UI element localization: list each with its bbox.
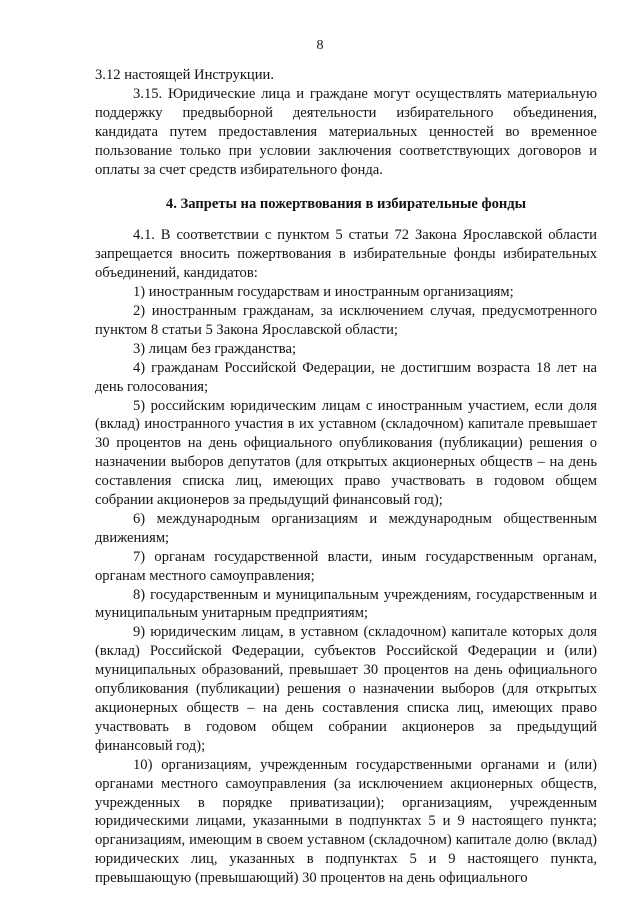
list-item: 8) государственным и муниципальным учреждениям, государственным и муниципальным унитарным предприятиям; <box>95 586 597 622</box>
list-item: 2) иностранным гражданам, за исключением случая, предусмотренного пунктом 8 статьи 5 Закона Ярославской области; <box>95 302 597 338</box>
list-item: 6) международным организациям и международным общественным движениям; <box>95 510 597 546</box>
list-item: 1) иностранным государствам и иностранным организациям; <box>133 284 514 301</box>
paragraph-3-15: 3.15. Юридические лица и граждане могут осуществлять материальную поддержку предвыборной деятельности избирательного объединения, кандидата путем предоставления материальных ценностей во временное пользование только при условии заключения соответствующих договоров и оплаты за счет средств избирательного фонда. <box>95 85 597 178</box>
paragraph-4-1: 4.1. В соответствии с пунктом 5 статьи 72 Закона Ярославской области запрещается вносить пожертвования в избирательные фонды избирательных объединений, кандидатов: <box>95 227 597 282</box>
list-item: 7) органам государственной власти, иным государственным органам, органам местного самоуправления; <box>95 548 597 584</box>
paragraph-3-12-end: 3.12 настоящей Инструкции. <box>95 67 274 83</box>
document-body <box>95 66 597 888</box>
list-item: 9) юридическим лицам, в уставном (складочном) капитале которых доля (вклад) Российской Федерации, субъектов Российской Федерации и (или) муниципальных образований, превышает 30 процентов на день официального опубликования (публикации) решения о назначении выборов (для открытых акционерных обществ – на день составления списка лиц, имеющих право участвовать в годовом общем собрании акционеров за предыдущий финансовый год); <box>95 624 597 754</box>
list-item: 5) российским юридическим лицам с иностранным участием, если доля (вклад) иностранного участия в их уставном (складочном) капитале превышает 30 процентов на день официального опубликования (публикации) решения о назначении выборов депутатов (для открытых акционерных обществ – на день составления списка лиц, имеющих право участвовать в годовом общем собрании акционеров за предыдущий финансовый год); <box>95 397 597 509</box>
list-item: 3) лицам без гражданства; <box>133 340 297 357</box>
list-item: 10) организациям, учрежденным государственными органами и (или) органами местного самоуправления (за исключением акционерных обществ, учрежденных в порядке приватизации); организациям, учрежденным юридическими лицами, указанными в подпунктах 5 и 9 настоящего пункта; организациям, имеющим в своем уставном (складочном) капитале долю (вклад) юридических лиц, указанных в подпунктах 5 и 9 настоящего пункта, превышающую (превышающий) 30 процентов на день официального <box>95 756 597 887</box>
section-heading: 4. Запреты на пожертвования в избирательные фонды <box>165 196 527 213</box>
list-item: 4) гражданам Российской Федерации, не достигшим возраста 18 лет на день голосования; <box>95 359 597 395</box>
page-number: 8 <box>316 38 324 53</box>
